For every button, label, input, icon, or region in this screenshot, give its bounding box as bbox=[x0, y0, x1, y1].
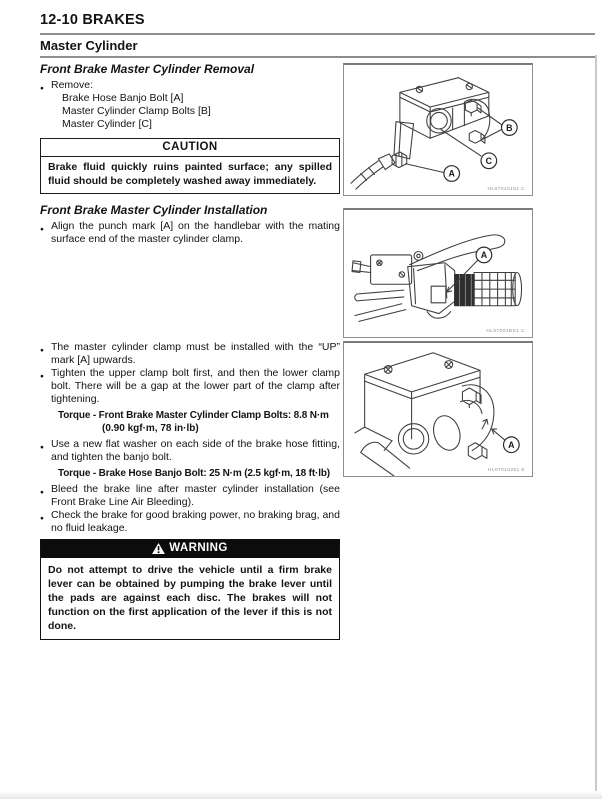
section-title: Master Cylinder bbox=[40, 38, 138, 53]
master-cylinder-removal-drawing bbox=[344, 65, 532, 195]
removal-heading: Front Brake Master Cylinder Removal bbox=[40, 62, 255, 76]
figure-code: HL07010251 E bbox=[487, 468, 526, 474]
warning-title-bar bbox=[41, 540, 339, 558]
caution-title: CAUTION bbox=[41, 139, 339, 157]
torque-banjo-line: Torque - Brake Hose Banjo Bolt: 25 N·m (2.5 kgf·m, 18 ft·lb) bbox=[58, 468, 330, 479]
callout-c-label: C bbox=[485, 156, 492, 167]
text-column bbox=[40, 62, 340, 640]
header-rule-top bbox=[40, 33, 595, 35]
warning-box bbox=[40, 539, 340, 640]
bullet-check: ● Check the brake for good braking power, no braking brag, and no fluid leakage. bbox=[40, 509, 340, 535]
removal-item: Master Cylinder Clamp Bolts [B] bbox=[62, 105, 211, 117]
torque-banjo-bolt bbox=[40, 467, 340, 480]
callout-b-label: B bbox=[506, 122, 513, 133]
caution-body: Brake fluid quickly ruins painted surface; any spilled fluid should be completely washed away immediately. bbox=[48, 161, 332, 187]
warning-title: WARNING bbox=[169, 542, 228, 554]
page-bottom-shadow bbox=[0, 791, 602, 799]
header-rule-bottom bbox=[40, 56, 595, 58]
figure-code: HL07001BS1 C bbox=[486, 329, 525, 335]
bullet-tighten: ● Tighten the upper clamp bolt first, and then the lower clamp bolt. There will be a gap at the lower part of the clamp after tightening. bbox=[40, 367, 340, 406]
callout-a-label: A bbox=[448, 168, 455, 179]
callout-a-label: A bbox=[480, 250, 488, 261]
bullet-align: ● Align the punch mark [A] on the handlebar with the mating surface end of the master cylinder clamp. bbox=[40, 220, 340, 246]
brake-lever-drawing bbox=[344, 210, 532, 337]
figure-punch-mark-alignment bbox=[343, 208, 533, 338]
clamp-up-mark-drawing bbox=[344, 343, 532, 476]
bullet-up-mark: ● The master cylinder clamp must be installed with the “UP” mark [A] upwards. bbox=[40, 341, 340, 367]
bullet-washer: ● Use a new flat washer on each side of the brake hose fitting, and tighten the banjo bolt. bbox=[40, 438, 340, 464]
callout-a-label: A bbox=[508, 439, 515, 450]
torque-clamp-line2: (0.90 kgf·m, 78 in·lb) bbox=[102, 423, 199, 434]
warning-triangle-icon bbox=[152, 543, 165, 554]
torque-clamp-line1: Torque - Front Brake Master Cylinder Clamp Bolts: 8.8 N·m bbox=[58, 410, 329, 421]
removal-item: Master Cylinder [C] bbox=[62, 118, 152, 130]
page-header-title: 12-10 BRAKES bbox=[40, 12, 145, 28]
installation-heading: Front Brake Master Cylinder Installation bbox=[40, 203, 268, 217]
figure-master-cylinder-removal bbox=[343, 63, 533, 196]
bullet-bleed: ● Bleed the brake line after master cylinder installation (see Front Brake Line Air Bleeding). bbox=[40, 483, 340, 509]
removal-item: Brake Hose Banjo Bolt [A] bbox=[62, 92, 184, 104]
torque-clamp-bolts bbox=[40, 409, 340, 435]
page-scan-edge bbox=[595, 55, 597, 795]
caution-box bbox=[40, 138, 340, 194]
figure-up-mark bbox=[343, 341, 533, 477]
figure-code: HL07010151 C bbox=[487, 187, 525, 193]
warning-body: Do not attempt to drive the vehicle until a firm brake lever can be obtained by pumping the brake lever until the pads are against each disc. The brakes will not function on the first application of the lever if this is not done. bbox=[48, 564, 332, 632]
removal-lead: ● Remove: bbox=[40, 79, 340, 92]
